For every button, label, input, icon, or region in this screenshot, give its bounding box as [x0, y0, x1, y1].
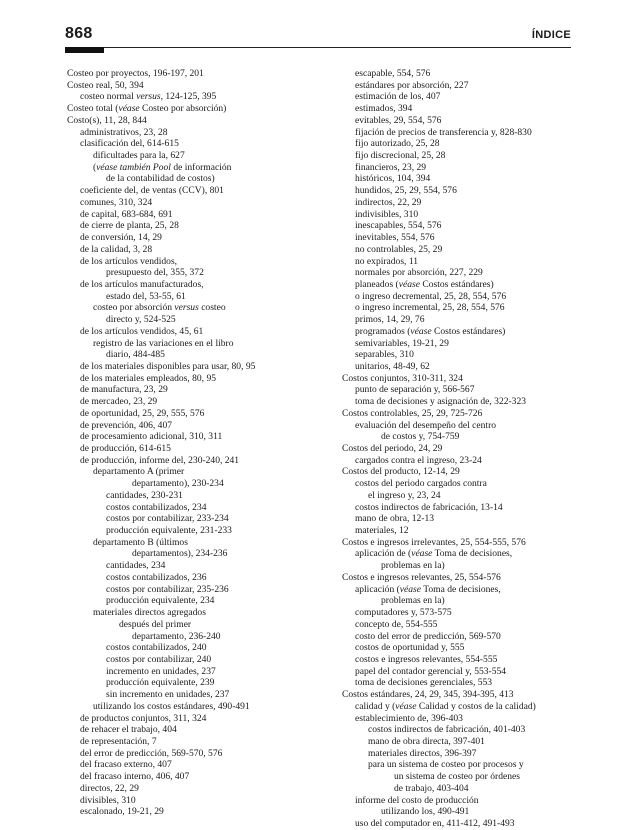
index-entry [67, 502, 339, 514]
index-entry-text: calidad y ( [355, 700, 396, 712]
index-entry [67, 654, 339, 666]
index-entry-text: comunes, 310, 324 [80, 196, 153, 208]
index-entry [67, 384, 339, 396]
index-entry [67, 631, 339, 643]
index-entry [67, 642, 339, 654]
index-entry-text: departamentos), 234-236 [132, 548, 228, 560]
thumb-tab-marker [65, 47, 104, 53]
index-entry-text: concepto de, 554-555 [355, 618, 438, 630]
index-entry [342, 806, 570, 818]
index-entry-text: mano de obra, 12-13 [355, 513, 435, 525]
index-entry [67, 256, 339, 268]
index-entry [342, 560, 570, 572]
index-entry-text: Costos estándares, 24, 29, 345, 394-395, 413 [342, 689, 514, 701]
index-entry-text: inevitables, 554, 576 [355, 232, 435, 244]
index-entry-text: de representación, 7 [80, 735, 157, 747]
index-entry [67, 361, 339, 373]
index-entry-text: mano de obra directa, 397-401 [368, 735, 485, 747]
index-entry-text: de trabajo, 403-404 [394, 782, 469, 794]
index-entry [67, 244, 339, 256]
index-entry-text: utilizando los costos estándares, 490-491 [93, 700, 250, 712]
index-entry-text: costos por contabilizar, 233-234 [106, 513, 229, 525]
index-entry [342, 338, 570, 350]
index-entry [342, 384, 570, 396]
index-entry-text: aplicación ( [355, 583, 400, 595]
index-entry [342, 748, 570, 760]
index-entry-text: divisibles, 310 [80, 794, 136, 806]
index-entry [67, 431, 339, 443]
index-entry-text: costeo normal [80, 91, 137, 103]
index-entry [342, 420, 570, 432]
index-entry-italic-text: véase también Pool [96, 161, 171, 173]
index-entry [67, 91, 339, 103]
index-entry-text: de producción, 614-615 [80, 443, 171, 454]
index-entry [342, 185, 570, 197]
index-entry [67, 748, 339, 760]
index-entry-text: de mercadeo, 23, 29 [80, 396, 158, 408]
index-entry [67, 795, 339, 807]
index-entry [67, 666, 339, 678]
index-entry [342, 525, 570, 537]
index-entry [342, 713, 570, 725]
index-entry-text: indivisibles, 310 [355, 208, 419, 220]
index-entry [67, 115, 339, 127]
index-entry [67, 584, 339, 596]
index-entry-text: no controlables, 25, 29 [355, 243, 443, 255]
index-entry-text: Costo(s), 11, 28, 844 [67, 114, 147, 126]
index-entry [342, 197, 570, 209]
index-entry [342, 502, 570, 514]
index-entry-text: utilizando los, 490-491 [381, 806, 470, 818]
index-entry-text: incremento en unidades, 237 [106, 665, 216, 677]
index-entry-text: directo y, 524-525 [106, 314, 176, 326]
index-entry-text: de cierre de planta, 25, 28 [80, 220, 179, 232]
index-entry-italic-text: véase [395, 700, 417, 712]
index-entry [342, 349, 570, 361]
index-entry [67, 677, 339, 689]
index-entry-text: Toma de decisiones, [421, 583, 501, 595]
index-entry-text: costos por contabilizar, 235-236 [106, 583, 229, 595]
index-entry-text: de los artículos vendidos, 45, 61 [80, 325, 204, 337]
index-entry [67, 408, 339, 420]
index-column-right [342, 68, 570, 830]
index-entry-text: de la calidad, 3, 28 [80, 243, 153, 255]
index-entry-text: de rehacer el trabajo, 404 [80, 724, 177, 736]
index-entry-text: Costos estándares) [431, 325, 506, 337]
index-entry [342, 302, 570, 314]
index-entry [67, 771, 339, 783]
index-entry-text: fijo discrecional, 25, 28 [355, 150, 446, 162]
index-entry-text: planeados ( [355, 278, 399, 290]
index-entry-text: costos indirectos de fabricación, 401-403 [368, 724, 526, 736]
index-entry-text: materiales, 12 [355, 525, 409, 537]
index-entry [67, 127, 339, 139]
index-entry [342, 267, 570, 279]
index-entry [342, 443, 570, 455]
index-entry-text: el ingreso y, 23, 24 [368, 489, 441, 501]
index-entry [67, 80, 339, 92]
index-entry-text: de costos y, 754-759 [381, 431, 460, 443]
index-entry [67, 619, 339, 631]
index-entry-text: costos por contabilizar, 240 [106, 653, 212, 665]
index-entry [67, 689, 339, 701]
index-entry-text: materiales directos agregados [93, 607, 206, 619]
index-entry [67, 209, 339, 221]
index-entry-text: de manufactura, 23, 29 [80, 384, 168, 396]
index-entry-text: estimación de los, 407 [355, 91, 441, 103]
index-entry-text: departamento A (primer [93, 466, 185, 478]
index-entry [342, 572, 570, 584]
index-entry-text: costos contabilizados, 240 [106, 642, 207, 654]
index-entry-text: inescapables, 554, 576 [355, 220, 442, 232]
index-entry [67, 443, 339, 455]
index-entry [342, 373, 570, 385]
index-entry [342, 91, 570, 103]
index-entry-text: administrativos, 23, 28 [80, 126, 168, 138]
index-entry [342, 103, 570, 115]
index-entry-text: del error de predicción, 569-570, 576 [80, 747, 223, 759]
index-entry [342, 326, 570, 338]
index-entry [67, 548, 339, 560]
index-entry [67, 478, 339, 490]
index-entry-text: escalonado, 19-21, 29 [80, 806, 164, 818]
index-entry [342, 490, 570, 502]
index-entry [342, 701, 570, 713]
index-entry-text: producción equivalente, 239 [106, 677, 215, 689]
index-entry-text: uso del computador en, 411-412, 491-493 [355, 818, 515, 829]
index-entry [67, 607, 339, 619]
index-entry [67, 513, 339, 525]
index-entry-text: Costeo por proyectos, 196-197, 201 [67, 68, 204, 79]
index-entry-text: , 124-125, 395 [160, 91, 217, 103]
index-entry-text: Costos e ingresos irrelevantes, 25, 554-555, 576 [342, 536, 526, 548]
index-entry [67, 806, 339, 818]
index-entry-text: evaluación del desempeño del centro [355, 419, 497, 431]
index-entry-text: problemas en la) [381, 595, 445, 607]
index-entry-text: problemas en la) [381, 560, 445, 572]
index-entry-text: Costos e ingresos relevantes, 25, 554-576 [342, 571, 501, 583]
index-entry-text: aplicación de ( [355, 548, 412, 560]
index-entry-text: normales por absorción, 227, 229 [355, 267, 483, 279]
index-entry-text: primos, 14, 29, 76 [355, 314, 425, 326]
index-entry-text: evitables, 29, 554, 576 [355, 114, 442, 126]
index-entry-text: fijación de precios de transferencia y, 828-830 [355, 126, 532, 138]
index-entry [342, 548, 570, 560]
index-entry-text: costos de oportunidad y, 555 [355, 642, 465, 654]
index-entry [67, 220, 339, 232]
index-entry [67, 701, 339, 713]
index-entry [67, 537, 339, 549]
index-entry-text: coeficiente del, de ventas (CCV), 801 [80, 185, 224, 197]
index-entry [67, 455, 339, 467]
index-entry-text: de productos conjuntos, 311, 324 [80, 712, 207, 724]
index-entry [342, 173, 570, 185]
index-entry-text: o ingreso decremental, 25, 28, 554, 576 [355, 290, 507, 302]
index-entry [67, 713, 339, 725]
index-entry-text: cantidades, 230-231 [106, 489, 183, 501]
index-entry-text: dificultades para la, 627 [93, 150, 185, 162]
index-entry-text: estado del, 53-55, 61 [106, 290, 186, 302]
index-entry-text: materiales directos, 396-397 [368, 747, 477, 759]
index-entry-text: de los materiales disponibles para usar, 80, 95 [80, 360, 256, 372]
index-entry [342, 279, 570, 291]
index-entry-text: de conversión, 14, 29 [80, 232, 162, 244]
index-entry [342, 314, 570, 326]
index-entry [67, 466, 339, 478]
index-entry-text: de información [170, 161, 232, 173]
index-entry [342, 724, 570, 736]
index-entry [342, 818, 570, 830]
index-entry-italic-text: véase [411, 548, 433, 560]
index-entry [342, 68, 570, 80]
index-entry [67, 490, 339, 502]
index-entry-text: producción equivalente, 231-233 [106, 525, 232, 537]
index-entry-italic-text: véase [118, 103, 140, 115]
index-entry [67, 349, 339, 361]
index-entry-text: establecimiento de, 396-403 [355, 712, 463, 724]
index-entry [342, 80, 570, 92]
index-entry-text: Costos controlables, 25, 29, 725-726 [342, 407, 483, 419]
index-entry [342, 595, 570, 607]
index-entry-text: de oportunidad, 25, 29, 555, 576 [80, 407, 205, 419]
index-entry-text: financieros, 23, 29 [355, 161, 427, 173]
index-entry [342, 162, 570, 174]
index-entry-text: presupuesto del, 355, 372 [106, 267, 204, 279]
index-entry [342, 666, 570, 678]
index-entry-text: programados ( [355, 325, 411, 337]
index-entry-text: no expirados, 11 [355, 255, 419, 267]
index-entry [67, 783, 339, 795]
index-entry-text: papel del contador gerencial y, 553-554 [355, 665, 507, 677]
index-entry-text: costeo por absorción [93, 302, 175, 314]
index-entry [342, 138, 570, 150]
index-entry-text: un sistema de costeo por órdenes [394, 771, 520, 783]
index-entry [342, 466, 570, 478]
index-entry-italic-text: véase [398, 278, 420, 290]
index-entry [67, 525, 339, 537]
index-entry-text: históricos, 104, 394 [355, 173, 431, 185]
page-number: 868 [65, 25, 93, 42]
index-entry [342, 431, 570, 443]
index-entry [67, 162, 339, 174]
index-entry-text: Costeo total ( [67, 103, 119, 115]
index-entry-text: costos del periodo cargados contra [355, 478, 487, 490]
index-entry-text: Costos estándares) [419, 278, 494, 290]
index-entry [67, 185, 339, 197]
index-entry-italic-text: versus [174, 302, 199, 314]
index-entry [342, 795, 570, 807]
index-entry-text: ( [93, 161, 97, 173]
index-entry [67, 326, 339, 338]
index-entry-text: de los materiales empleados, 80, 95 [80, 372, 217, 384]
index-entry-text: punto de separación y, 566-567 [355, 384, 475, 396]
index-entry-text: después del primer [119, 618, 192, 630]
index-entry-text: costos indirectos de fabricación, 13-14 [355, 501, 503, 513]
index-entry [67, 173, 339, 185]
index-entry-text: sin incremento en unidades, 237 [106, 689, 230, 701]
index-entry-text: departamento), 230-234 [132, 478, 224, 490]
index-entry [67, 232, 339, 244]
index-entry [342, 689, 570, 701]
index-entry-text: cantidades, 234 [106, 560, 166, 572]
index-entry-text: diario, 484-485 [106, 349, 165, 361]
index-entry [342, 584, 570, 596]
index-entry-text: escapable, 554, 576 [355, 68, 431, 79]
index-entry-text: costos e ingresos relevantes, 554-555 [355, 653, 498, 665]
index-entry-text: Toma de decisiones, [432, 548, 513, 560]
index-entry-text: Costos del periodo, 24, 29 [342, 443, 443, 454]
index-entry-text: hundidos, 25, 29, 554, 576 [355, 185, 457, 197]
index-entry [67, 197, 339, 209]
index-entry-text: fijo autorizado, 25, 28 [355, 138, 440, 150]
index-entry [342, 783, 570, 795]
index-entry [342, 209, 570, 221]
index-entry-text: de la contabilidad de costos) [106, 173, 215, 185]
index-entry [342, 607, 570, 619]
index-entry [67, 291, 339, 303]
index-entry [342, 677, 570, 689]
index-entry-text: Costeo real, 50, 394 [67, 79, 144, 91]
index-entry [67, 314, 339, 326]
index-entry-text: separables, 310 [355, 349, 414, 361]
index-entry [67, 572, 339, 584]
index-entry [342, 654, 570, 666]
index-entry-text: costo del error de predicción, 569-570 [355, 630, 501, 642]
index-entry [67, 373, 339, 385]
index-entry-italic-text: véase [410, 325, 432, 337]
index-entry [342, 256, 570, 268]
index-entry-text: producción equivalente, 234 [106, 595, 215, 607]
index-entry-text: costeo [198, 302, 226, 314]
index-entry-text: Costos del producto, 12-14, 29 [342, 466, 460, 478]
index-entry-text: de los artículos manufacturados, [80, 278, 204, 290]
index-entry [67, 68, 339, 80]
index-entry-text: informe del costo de producción [355, 794, 479, 806]
index-entry [342, 513, 570, 525]
index-entry [342, 232, 570, 244]
index-entry [67, 338, 339, 350]
index-entry-text: clasificación del, 614-615 [80, 138, 179, 150]
index-entry [342, 537, 570, 549]
index-entry-text: del fracaso externo, 407 [80, 759, 172, 771]
index-entry-text: departamento B (últimos [93, 536, 188, 548]
index-entry-text: del fracaso interno, 406, 407 [80, 771, 190, 783]
index-entry [67, 279, 339, 291]
index-entry-text: Costos conjuntos, 310-311, 324 [342, 372, 463, 384]
running-head: ÍNDICE [531, 29, 571, 41]
index-entry-text: o ingreso incremental, 25, 28, 554, 576 [355, 302, 505, 314]
page-header [65, 25, 571, 49]
index-entry-text: departamento, 236-240 [132, 630, 221, 642]
index-entry [67, 736, 339, 748]
header-rule [65, 47, 571, 48]
index-entry-text: de capital, 683-684, 691 [80, 208, 173, 220]
index-entry-text: de producción, informe del, 230-240, 241 [80, 454, 240, 466]
index-entry [67, 267, 339, 279]
index-entry [342, 408, 570, 420]
index-entry-text: unitarios, 48-49, 62 [355, 360, 430, 372]
index-entry-text: estándares por absorción, 227 [355, 79, 469, 91]
index-entry [342, 759, 570, 771]
index-entry-text: Calidad y costos de la calidad) [416, 700, 536, 712]
index-entry [342, 736, 570, 748]
index-entry-text: indirectos, 22, 29 [355, 196, 422, 208]
index-column-left [67, 68, 339, 818]
index-entry-text: de procesamiento adicional, 310, 311 [80, 431, 223, 443]
index-entry [67, 302, 339, 314]
index-entry-text: costos contabilizados, 236 [106, 571, 207, 583]
index-entry-text: toma de decisiones gerenciales, 553 [355, 677, 493, 689]
index-entry [342, 150, 570, 162]
index-entry [67, 396, 339, 408]
index-entry-text: costos contabilizados, 234 [106, 501, 207, 513]
index-entry [67, 595, 339, 607]
index-entry [342, 361, 570, 373]
index-entry [67, 420, 339, 432]
index-entry-italic-text: versus [136, 91, 161, 103]
index-entry-text: Costeo por absorción) [139, 103, 227, 115]
index-entry-text: de los artículos vendidos, [80, 255, 178, 267]
index-entry-text: directos, 22, 29 [80, 782, 139, 794]
index-entry [342, 220, 570, 232]
index-entry-italic-text: véase [399, 583, 421, 595]
index-entry [342, 455, 570, 467]
index-entry-text: registro de las variaciones en el libro [93, 337, 234, 349]
index-entry [342, 396, 570, 408]
index-entry [67, 759, 339, 771]
index-entry-text: para un sistema de costeo por procesos y [368, 759, 524, 771]
index-entry-text: toma de decisiones y asignación de, 322-323 [355, 396, 527, 408]
index-entry-text: computadores y, 573-575 [355, 607, 452, 619]
index-entry [342, 115, 570, 127]
index-entry [342, 291, 570, 303]
index-entry [342, 478, 570, 490]
index-entry [342, 642, 570, 654]
index-entry [67, 724, 339, 736]
index-entry [67, 103, 339, 115]
index-entry [342, 631, 570, 643]
index-entry-text: semivariables, 19-21, 29 [355, 337, 449, 349]
index-entry [342, 771, 570, 783]
index-entry-text: estimados, 394 [355, 103, 413, 115]
index-entry-text: de prevención, 406, 407 [80, 419, 172, 431]
index-entry [342, 127, 570, 139]
index-entry [67, 560, 339, 572]
index-entry-text: cargados contra el ingreso, 23-24 [355, 454, 482, 466]
index-entry [67, 150, 339, 162]
index-entry [342, 244, 570, 256]
index-entry [67, 138, 339, 150]
index-entry [342, 619, 570, 631]
